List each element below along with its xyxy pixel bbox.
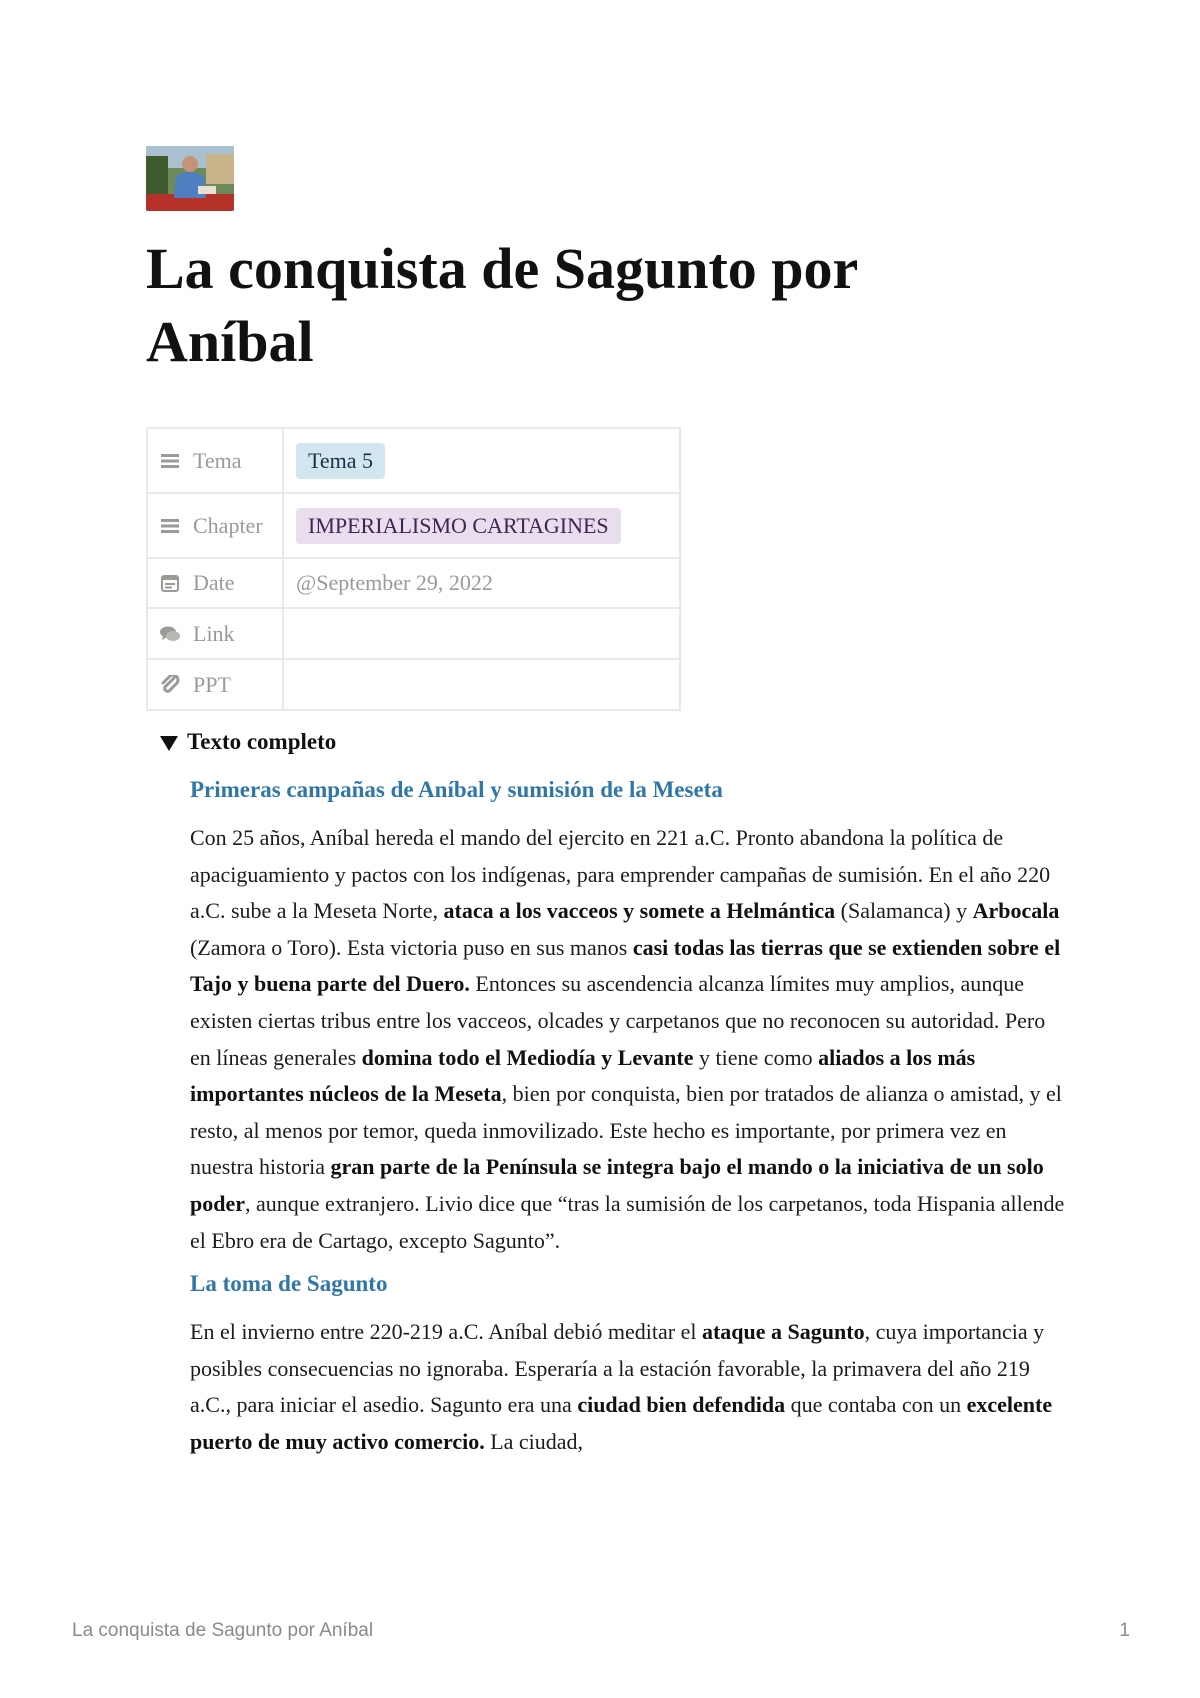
- ppt-value[interactable]: [283, 659, 680, 710]
- section-heading: La toma de Sagunto: [190, 1271, 388, 1297]
- property-label: Tema: [193, 447, 242, 473]
- property-row-ppt: [147, 659, 680, 710]
- bold-text-span: aliados a los más importantes núcleos de la Meseta: [190, 1044, 976, 1107]
- text-span: La ciudad,: [484, 1428, 584, 1454]
- text-span: , cuya importancia y posibles consecuencias no ignoraba. Esperaría a la estación favorable, la primavera del año 219 a.C., para iniciar el asedio. Sagunto era una: [190, 1319, 1045, 1418]
- page-number: 1: [1119, 1620, 1130, 1641]
- section-paragraph: [190, 1314, 1070, 1460]
- text-span: , bien por conquista, bien por tratados de alianza o amistad, y el resto, al menos por temor, queda inmovilizado. Este hecho es importante, por primera vez en nuestra historia: [190, 1081, 1062, 1180]
- bold-text-span: Arbocala: [972, 898, 1060, 924]
- chapter-tag[interactable]: IMPERIALISMO CARTAGINES: [296, 508, 621, 544]
- text-span: En el invierno entre 220-219 a.C. Aníbal debió meditar el: [190, 1319, 702, 1345]
- text-span: Con 25 años, Aníbal hereda el mando del ejercito en 221 a.C. Pronto abandona la política de apaciguamiento y pactos con los indígenas, para emprender campañas de sumisión. En el año 220 a.C. sube a la Meseta Norte,: [190, 825, 1051, 924]
- section-heading: Primeras campañas de Aníbal y sumisión de la Meseta: [190, 777, 723, 802]
- text-span: y tiene como: [693, 1044, 819, 1070]
- property-row-tema: [147, 428, 680, 493]
- bold-text-span: ciudad bien defendida: [577, 1392, 786, 1418]
- list-icon: [160, 451, 180, 471]
- triangle-down-icon[interactable]: [160, 736, 178, 751]
- property-label: Link: [193, 620, 235, 646]
- paperclip-icon: [160, 675, 180, 695]
- bold-text-span: domina todo el Mediodía y Levante: [361, 1044, 694, 1070]
- text-span: (Zamora o Toro). Esta victoria puso en sus manos: [190, 934, 633, 960]
- text-span: Entonces su ascendencia alcanza límites muy amplios, aunque existen ciertas tribus entre los vacceos, olcades y carpetanos que no reconocen su autoridad. Pero en líneas generales: [190, 971, 1046, 1070]
- bold-text-span: gran parte de la Península se integra bajo el mando o la iniciativa de un solo poder: [190, 1154, 1044, 1216]
- chat-icon: [160, 624, 180, 644]
- toggle-content: [190, 773, 1070, 1461]
- property-row-link: [147, 608, 680, 659]
- list-icon: [160, 516, 180, 536]
- bold-text-span: ataca a los vacceos y somete a Helmántica: [443, 898, 836, 924]
- property-row-chapter: [147, 493, 680, 558]
- property-label: Date: [193, 570, 235, 595]
- page-title: La conquista de Sagunto por Aníbal: [146, 236, 858, 374]
- bold-text-span: ataque a Sagunto: [701, 1319, 865, 1345]
- text-span: (Salamanca) y: [835, 898, 973, 924]
- tema-tag[interactable]: Tema 5: [296, 443, 385, 479]
- footer-title: La conquista de Sagunto por Aníbal: [72, 1620, 374, 1641]
- calendar-icon: [160, 573, 180, 593]
- page-footer: [72, 1620, 1130, 1642]
- section-paragraph: [190, 820, 1070, 1259]
- toggle-label: Texto completo: [187, 729, 337, 754]
- bold-text-span: excelente puerto de muy activo comercio.: [190, 1392, 1053, 1454]
- text-span: que contaba con un: [785, 1392, 967, 1418]
- date-value[interactable]: @September 29, 2022: [296, 570, 493, 595]
- toggle-texto-completo[interactable]: [160, 726, 336, 758]
- page-icon-photo: [146, 146, 234, 211]
- bold-text-span: casi todas las tierras que se extienden sobre el Tajo y buena parte del Duero.: [190, 934, 1061, 997]
- properties-table: [146, 427, 681, 711]
- property-label: PPT: [193, 671, 231, 697]
- text-span: , aunque extranjero. Livio dice que “tras la sumisión de los carpetanos, toda Hispania allende el Ebro era de Cartago, excepto Sagunto”.: [190, 1190, 1065, 1253]
- property-row-date: [147, 558, 680, 608]
- property-label: Chapter: [193, 512, 263, 538]
- link-value[interactable]: [283, 608, 680, 659]
